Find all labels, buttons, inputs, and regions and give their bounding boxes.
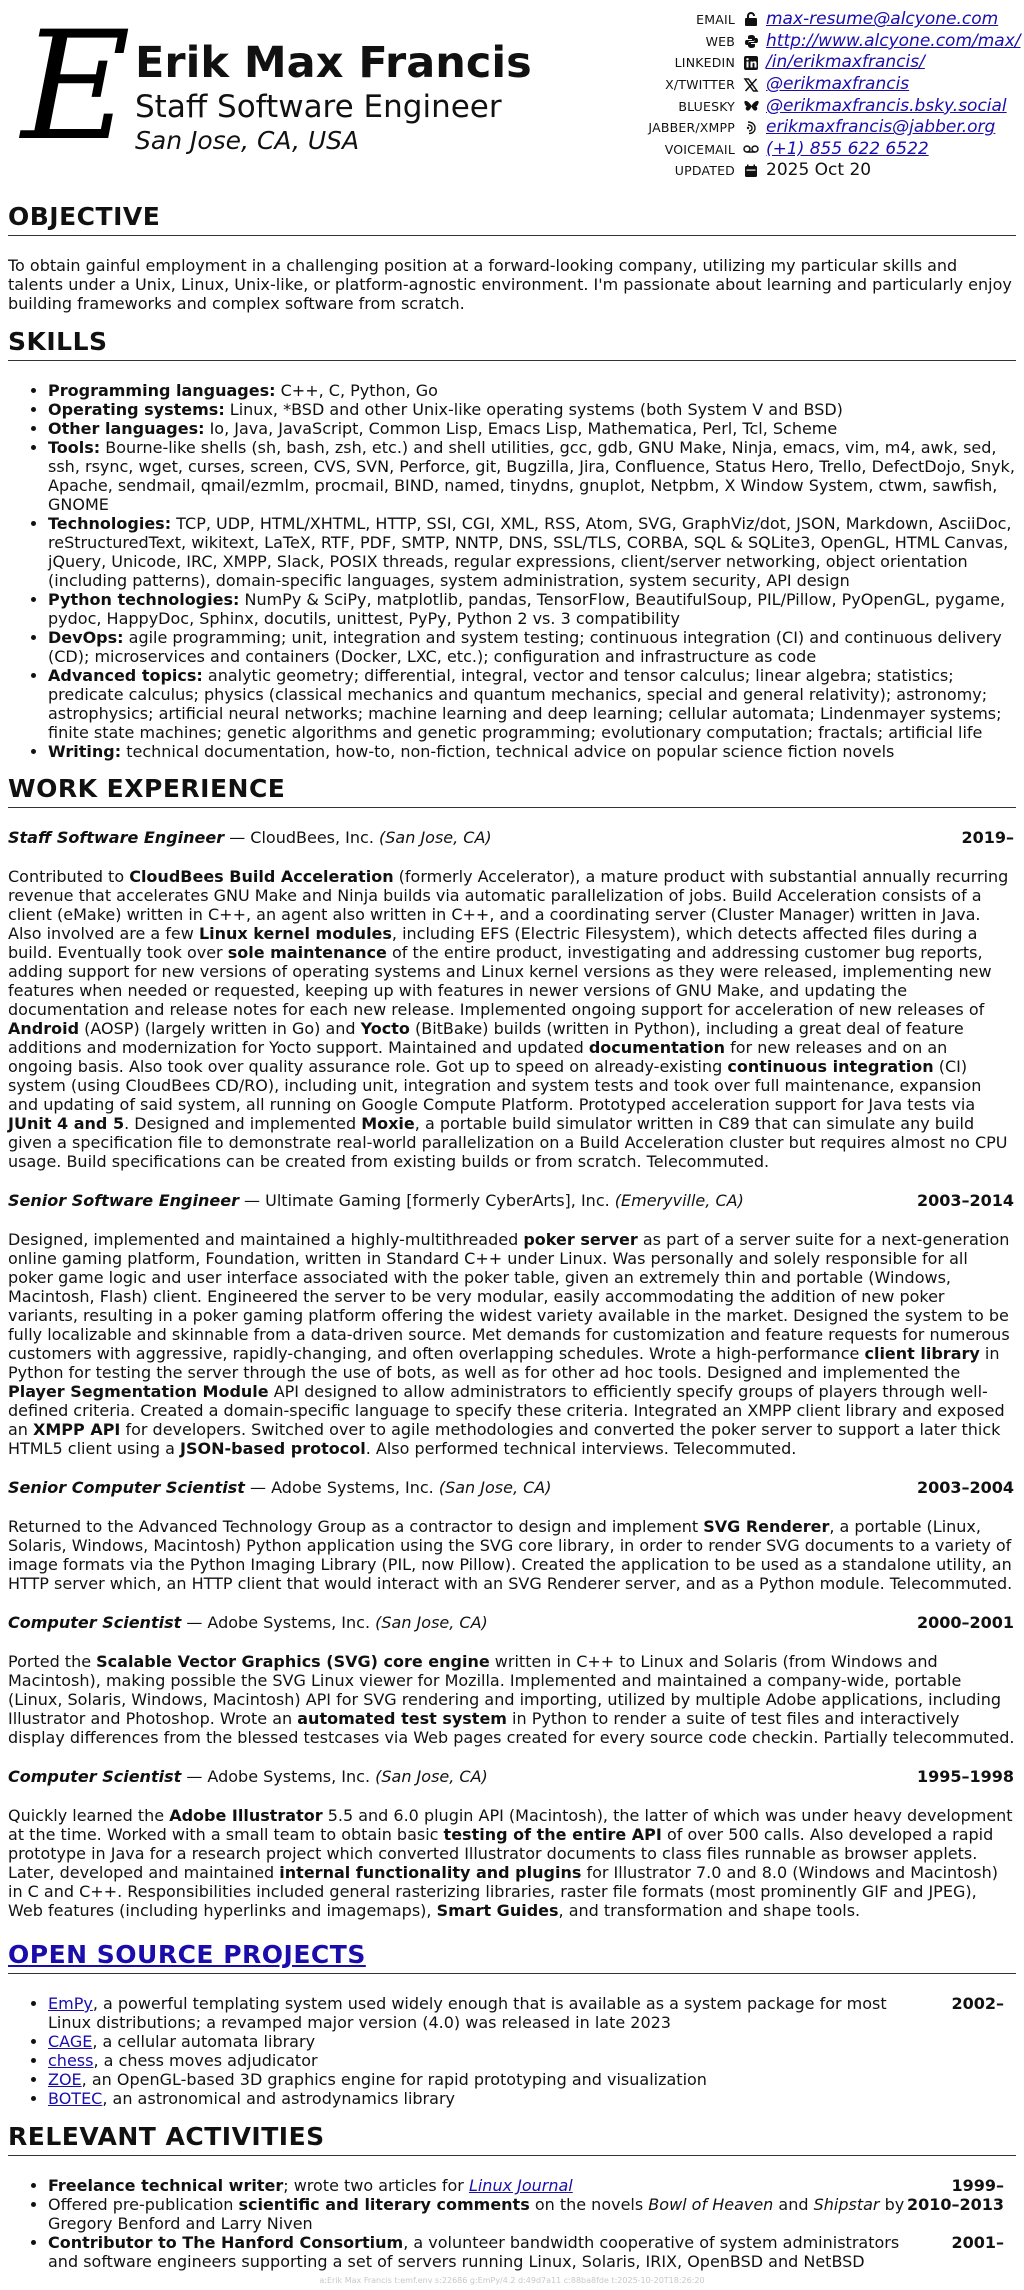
bold-text: Linux kernel modules <box>198 924 392 943</box>
skill-item <box>48 381 1016 400</box>
open-source-link[interactable]: OPEN SOURCE PROJECTS <box>8 1940 366 1969</box>
job-header <box>8 828 1016 847</box>
project-description: , an astronomical and astrodynamics library <box>102 2089 455 2108</box>
skill-item <box>48 514 1016 590</box>
job-title: Computer Scientist <box>8 1767 182 1786</box>
skill-item <box>48 419 1016 438</box>
linkedin-icon <box>742 55 760 71</box>
contact-label: X/TWITTER <box>665 77 735 93</box>
job-heading <box>8 1191 744 1210</box>
skill-label: DevOps: <box>48 628 124 647</box>
activity-years: 1999– <box>951 2176 1004 2195</box>
contact-label: UPDATED <box>674 163 735 179</box>
company-name: Adobe Systems, Inc. <box>207 1767 371 1786</box>
contact-row-linkedin <box>514 52 1014 74</box>
skill-text: Io, Java, JavaScript, Common Lisp, Emacs Lisp, Mathematica, Perl, Tcl, Scheme <box>204 419 838 438</box>
section-title-work: WORK EXPERIENCE <box>8 774 1016 808</box>
company-name: CloudBees, Inc. <box>250 828 374 847</box>
activities-section <box>0 2122 1024 2271</box>
objective-text: To obtain gainful employment in a challenging position at a forward-looking company, utilizing my particular skills and talents under a Unix, Linux, Unix-like, or platform-agnostic environment. I'm passionate about learning and particularly enjoy building frameworks and complex software from scratch. <box>8 256 1012 313</box>
jabber-icon <box>742 120 760 136</box>
open-source-section <box>0 1940 1024 2108</box>
project-item <box>48 2089 1016 2108</box>
job-location: (Emeryville, CA) <box>614 1191 744 1210</box>
contact-row-jabber-xmpp <box>514 117 1014 139</box>
svg-text:E: E <box>21 0 131 174</box>
job-location: (San Jose, CA) <box>379 828 492 847</box>
contact-link[interactable]: http://www.alcyone.com/max/ <box>766 30 1021 51</box>
job-years: 2003–2004 <box>916 1478 1014 1497</box>
text-run: , a portable (Linux, Solaris, Windows, Macintosh) Python application using the SVG core library, in order to render SVG documents to a variety of image formats via the Python Imaging Library (PIL, now Pillow). Created the application to be used as a standalone utility, an HTTP server which, an HTTP client that would interact with an SVG Renderer server, and as a Python module. Telecommuted. <box>8 1517 1013 1593</box>
activities-list <box>8 2176 1016 2271</box>
contact-link[interactable]: @erikmaxfrancis <box>766 74 910 95</box>
jobs-list <box>8 828 1016 1920</box>
contact-label: LINKEDIN <box>674 55 735 71</box>
text-run: 5.5 and 6.0 plugin API (Macintosh), the latter of which was under heavy development at the time. Worked with a small team to obtain basic <box>8 1806 1013 1844</box>
lock-icon <box>742 12 760 28</box>
x-icon <box>742 77 760 93</box>
text-run: Returned to the Advanced Technology Group as a contractor to design and implement <box>8 1517 704 1536</box>
project-description: , a powerful templating system used widely enough that is available as a system package for most Linux distributions; a revamped major version (4.0) was released in late 2023 <box>48 1994 887 2032</box>
text-run: , including EFS (Electric Filesystem), which detects affected files during a build. Eventually took over <box>8 924 978 962</box>
butterfly-icon <box>742 98 760 114</box>
skill-item <box>48 400 1016 419</box>
text-run: Contributed to <box>8 867 130 886</box>
job-description <box>8 1652 1016 1747</box>
contact-row-x-twitter <box>514 74 1014 96</box>
company-name: Adobe Systems, Inc. <box>271 1478 434 1497</box>
monogram-logo <box>21 0 131 174</box>
contact-list <box>514 9 1021 182</box>
separator: — <box>181 1767 208 1786</box>
project-years: 2002– <box>951 1994 1004 2013</box>
text-run: , a portable build simulator written in C89 that can simulate any build given a specification file to demonstrate real-world parallelization on a Build Acceleration cluster but requires almost no CPU usage. Build specifications can be created from existing builds or from scratch. Telecommuted. <box>8 1114 1008 1171</box>
skill-item <box>48 742 1016 761</box>
bold-text: Freelance technical writer <box>48 2176 284 2195</box>
project-description: , a chess moves adjudicator <box>93 2051 318 2070</box>
separator: — <box>224 828 251 847</box>
contact-row-web <box>514 30 1021 53</box>
section-title-activities: RELEVANT ACTIVITIES <box>8 2122 1016 2156</box>
activity-item <box>48 2233 1016 2271</box>
job-description <box>8 867 1016 1171</box>
job-description <box>8 1230 1016 1458</box>
text-run: Offered pre-publication <box>48 2195 239 2214</box>
bold-text: continuous integration <box>727 1057 934 1076</box>
contact-label: JABBER/XMPP <box>648 120 735 136</box>
contact-link[interactable]: @erikmaxfrancis.bsky.social <box>766 95 1007 116</box>
skill-label: Tools: <box>48 438 101 457</box>
job-header <box>8 1767 1016 1786</box>
bold-text: JUnit 4 and 5 <box>8 1114 125 1133</box>
contact-row-voicemail <box>514 139 1014 161</box>
section-title-open-source[interactable] <box>8 1940 1016 1974</box>
python-icon <box>742 33 760 49</box>
text-run: , and transformation and shape tools. <box>558 1901 861 1920</box>
skill-label: Operating systems: <box>48 400 225 419</box>
skill-item <box>48 590 1016 628</box>
contact-link[interactable]: /in/erikmaxfrancis/ <box>766 52 925 73</box>
bold-text: Android <box>8 1019 80 1038</box>
skill-item <box>48 666 1016 742</box>
contact-value <box>766 53 1014 72</box>
contact-text: 2025 Oct 20 <box>766 160 872 181</box>
text-run: . Also performed technical interviews. Telecommuted. <box>365 1439 797 1458</box>
skill-item <box>48 438 1016 514</box>
italic-text: Bowl of Heaven <box>648 2195 774 2214</box>
bold-text: SVG Renderer <box>703 1517 830 1536</box>
italic-text: Shipstar <box>813 2195 880 2214</box>
bold-text: Adobe Illustrator <box>169 1806 323 1825</box>
project-description: , a cellular automata library <box>92 2032 316 2051</box>
company-name: Ultimate Gaming [formerly CyberArts], Inc. <box>265 1191 610 1210</box>
project-link-zoe[interactable]: ZOE <box>48 2070 82 2089</box>
text-run: (CI) system (using CloudBees CD/RO), including unit, integration and system tests and took over full maintenance, expansion and updating of said system, all running on Google Compute Platform. Prototyped acceleration support for Java tests via <box>8 1057 982 1114</box>
separator: — <box>244 1478 272 1497</box>
job-title: Staff Software Engineer <box>135 89 502 125</box>
project-item <box>48 2032 1016 2051</box>
text-run: as part of a server suite for a next-generation online gaming platform, Foundation, written in Standard C++ under Linux. Was personally and solely responsible for all poker game logic and user interface associated with the poker table, given an extremely thin and portable (Windows, Macintosh, Flash) client. Engineered the server to be very modular, easily accommodating the addition of new poker variants, resulting in a poker gaming platform offering the widest variety available in the market. Designed the system to be fully localizable and skinnable from a data-driven source. Met demands for customization and feature requests for numerous customers with aggressive, rapidly-changing, and often overlapping schedules. Wrote a high-performance <box>8 1230 1010 1363</box>
skill-text: agile programming; unit, integration and system testing; continuous integration (CI) and continuous delivery (CD); microservices and containers (Docker, LXC, etc.); configuration and infrastructure as code <box>48 628 1002 666</box>
skill-label: Advanced topics: <box>48 666 203 685</box>
company-name: Adobe Systems, Inc. <box>207 1613 371 1632</box>
job-title: Senior Software Engineer <box>8 1191 239 1210</box>
job-location: (San Jose, CA) <box>375 1613 488 1632</box>
contact-row-bluesky <box>514 95 1014 117</box>
skill-text: TCP, UDP, HTML/XHTML, HTTP, SSI, CGI, XML, RSS, Atom, SVG, GraphViz/dot, JSON, Markdown, AsciiDoc, reStructuredText, wikitext, LaTeX, RTF, PDF, SMTP, NNTP, DNS, SSL/TLS, CORBA, SQL & SQLite3, OpenGL, HTML Canvas, jQuery, Unicode, IRC, XMPP, Slack, POSIX threads, regular expressions, client/server networking, object orientation (including patterns), domain-specific languages, system administration, system security, API design <box>48 514 1012 590</box>
separator: — <box>238 1191 266 1210</box>
contact-link[interactable]: erikmaxfrancis@jabber.org <box>766 117 996 138</box>
contact-value <box>766 118 1014 137</box>
bold-text: client library <box>864 1344 980 1363</box>
skill-label: Python technologies: <box>48 590 240 609</box>
job-header <box>8 1191 1016 1210</box>
identity-block <box>135 38 532 156</box>
contact-link[interactable]: max-resume@alcyone.com <box>766 9 999 30</box>
job-header <box>8 1613 1016 1632</box>
resume-header <box>0 0 1024 190</box>
text-run: in Python to render a suite of test files and interactively display differences from the blessed testcases via Web pages created for every source code checkin. Partially telecommuted. <box>8 1709 1015 1747</box>
job-title: Staff Software Engineer <box>8 828 225 847</box>
job-heading <box>8 1613 488 1632</box>
project-link-cage[interactable]: CAGE <box>48 2032 93 2051</box>
activity-years: 2010–2013 <box>906 2195 1004 2214</box>
skill-text: Bourne-like shells (sh, bash, zsh, etc.) and shell utilities, gcc, gdb, GNU Make, Ninja, emacs, vim, m4, awk, sed, ssh, rsync, wget, curses, screen, CVS, SVN, Perforce, git, Bugzilla, Jira, Confluence, Status Hero, Trello, DefectDojo, Snyk, Apache, sendmail, qmail/ezmlm, procmail, BIND, named, tinydns, gnuplot, Netpbm, X Window System, ctwm, sawfish, GNOME <box>48 438 1015 514</box>
separator: — <box>181 1613 208 1632</box>
project-item <box>48 2051 1016 2070</box>
job-description <box>8 1517 1016 1593</box>
skill-text: analytic geometry; differential, integral, vector and tensor calculus; linear algebra; statistics; predicate calculus; physics (classical mechanics and quantum mechanics, special and general relativity); astronomy; astrophysics; artificial neural networks; machine learning and deep learning; cellular automata; Lindenmayer systems; finite state machines; genetic algorithms and genetic programming; evolutionary computation; fractals; artificial life <box>48 666 1002 742</box>
contact-value <box>766 140 1014 159</box>
job-years: 2000–2001 <box>916 1613 1014 1632</box>
text-run: , a volunteer bandwidth cooperative of system administrators and software engineers supporting a set of servers running Linux, Solaris, IRIX, OpenBSD and NetBSD <box>48 2233 900 2271</box>
skill-label: Writing: <box>48 742 122 761</box>
work-section <box>0 774 1024 1920</box>
contact-label: WEB <box>705 33 735 49</box>
bold-text: Moxie <box>361 1114 415 1133</box>
voicemail-icon <box>742 141 760 157</box>
job-title: Senior Computer Scientist <box>8 1478 245 1497</box>
bold-text: Player Segmentation Module <box>8 1382 269 1401</box>
person-name: Erik Max Francis <box>135 38 532 88</box>
text-run: on the novels <box>529 2195 649 2214</box>
activity-years: 2001– <box>951 2233 1004 2252</box>
bold-text: Smart Guides <box>436 1901 559 1920</box>
bold-text: XMPP API <box>33 1420 121 1439</box>
bold-text: Yocto <box>360 1019 410 1038</box>
job-title: Computer Scientist <box>8 1613 182 1632</box>
job-years: 2019– <box>961 828 1014 847</box>
contact-row-updated <box>514 160 1014 182</box>
project-link-botec[interactable]: BOTEC <box>48 2089 103 2108</box>
skill-text: NumPy & SciPy, matplotlib, pandas, TensorFlow, BeautifulSoup, PIL/Pillow, PyOpenGL, pygame, pydoc, HappyDoc, Sphinx, docutils, unittest, PyPy, Python 2 vs. 3 compatibility <box>48 590 1006 628</box>
skill-label: Other languages: <box>48 419 205 438</box>
text-run: Ported the <box>8 1652 97 1671</box>
activity-item <box>48 2176 1016 2195</box>
bold-text: scientific and literary comments <box>238 2195 530 2214</box>
text-run: for Illustrator 7.0 and 8.0 (Windows and Macintosh) in C and C++. Responsibilities included general rasterizing libraries, raster file formats (most prominently GIF and JPEG), Web features (including hyperlinks and imagemaps), <box>8 1863 998 1920</box>
text-run: API designed to allow administrators to efficiently specify groups of players through well-defined criteria. Created a domain-specific language to specify these criteria. Integrated an XMPP client library and exposed an <box>8 1382 1005 1439</box>
project-description: , an OpenGL-based 3D graphics engine for rapid prototyping and visualization <box>81 2070 707 2089</box>
text-run: Quickly learned the <box>8 1806 170 1825</box>
text-run: for developers. Switched over to agile methodologies and converted the poker server to support a later thick HTML5 client using a <box>8 1420 1001 1458</box>
job-heading <box>8 1478 551 1497</box>
contact-value <box>766 161 1014 180</box>
text-run: for new releases and on an ongoing basis. Also took over quality assurance role. Got up to speed on already-existing <box>8 1038 948 1076</box>
bold-text: automated test system <box>297 1709 507 1728</box>
build-footer: a:Erik Max Francis t:emf.env s:22686 g:EmPy/4.2 d:49d7a11 c:88ba8fde t:2025-10-20T18:26:20 <box>319 2276 705 2285</box>
calendar-icon <box>742 163 760 179</box>
section-title-skills: SKILLS <box>8 327 1016 361</box>
bold-text: testing of the entire API <box>443 1825 662 1844</box>
contact-value <box>766 97 1014 116</box>
contact-label: BLUESKY <box>678 98 735 114</box>
skills-list <box>8 381 1016 761</box>
skill-label: Technologies: <box>48 514 172 533</box>
contact-value <box>766 10 1014 29</box>
contact-row-email <box>514 9 1014 31</box>
text-run: (BitBake) builds (written in Python), including a great deal of feature additions and modernization for Yocto support. Maintained and updated <box>8 1019 964 1057</box>
contact-value <box>766 75 1014 94</box>
job-location: (San Jose, CA) <box>375 1767 488 1786</box>
location: San Jose, CA, USA <box>135 126 360 155</box>
text-run: . Designed and implemented <box>124 1114 362 1133</box>
text-run: of over 500 calls. Also developed a rapid prototype in Java for a research project which converted Illustrator documents to class files runnable as browser applets. Later, developed and maintained <box>8 1825 994 1882</box>
skill-text: C++, C, Python, Go <box>275 381 438 400</box>
inline-link[interactable]: Linux Journal <box>468 2176 573 2195</box>
bold-text: Scalable Vector Graphics (SVG) core engine <box>96 1652 490 1671</box>
job-years: 2003–2014 <box>916 1191 1014 1210</box>
job-heading <box>8 828 492 847</box>
skill-label: Programming languages: <box>48 381 276 400</box>
text-run: and <box>773 2195 814 2214</box>
text-run: of the entire product, investigating and addressing customer bug reports, adding support for new versions of operating systems and Linux kernel versions as they were released, implementing new features when needed or requested, keeping up with features in newer versions of GNU Make, and updating the documentation and release notes for each new release. Implemented ongoing support for acceleration of new releases of <box>8 943 992 1019</box>
text-run: written in C++ to Linux and Solaris (from Windows and Macintosh), making possible the SVG Linux viewer for Mozilla. Implemented and maintained a company-wide, portable (Linux, Solaris, Windows, Macintosh) API for SVG rendering and importing, utilized by multiple Adobe applications, including Illustrator and Photoshop. Wrote an <box>8 1652 1002 1728</box>
text-run: ; wrote two articles for <box>283 2176 469 2195</box>
job-description <box>8 1806 1016 1920</box>
text-run: in Python for testing the server through the use of bots, as well as for other ad hoc tools. Designed and implemented the <box>8 1344 1000 1382</box>
projects-list <box>8 1994 1016 2108</box>
activity-item <box>48 2195 1016 2233</box>
text-run: by Gregory Benford and Larry Niven <box>48 2195 905 2233</box>
bold-text: internal functionality and plugins <box>279 1863 582 1882</box>
skill-text: Linux, *BSD and other Unix-like operating systems (both System V and BSD) <box>224 400 843 419</box>
text-run: (AOSP) (largely written in Go) and <box>79 1019 361 1038</box>
skill-text: technical documentation, how-to, non-fiction, technical advice on popular science fiction novels <box>121 742 895 761</box>
contact-label: EMAIL <box>696 12 735 28</box>
bold-text: sole maintenance <box>227 943 387 962</box>
contact-link[interactable]: (+1) 855 622 6522 <box>766 138 929 159</box>
text-run: Designed, implemented and maintained a highly-multithreaded <box>8 1230 524 1249</box>
job-location: (San Jose, CA) <box>438 1478 552 1497</box>
bold-text: poker server <box>523 1230 638 1249</box>
bold-text: CloudBees Build Acceleration <box>129 867 394 886</box>
job-heading <box>8 1767 488 1786</box>
project-item <box>48 2070 1016 2089</box>
text-run: (formerly Accelerator), a mature product with substantial annually recurring revenue that accelerates GNU Make and Ninja builds via automatic parallelization of jobs. Build Acceleration consists of a client (eMake) written in C++, an agent also written in C++, and a coordinating server (Cluster Manager) written in Java. Also involved are a few <box>8 867 1009 943</box>
project-link-empy[interactable]: EmPy <box>48 1994 93 2013</box>
skills-section <box>0 327 1024 761</box>
project-link-chess[interactable]: chess <box>48 2051 94 2070</box>
job-header <box>8 1478 1016 1497</box>
job-years: 1995–1998 <box>916 1767 1014 1786</box>
skill-item <box>48 628 1016 666</box>
bold-text: JSON-based protocol <box>180 1439 366 1458</box>
objective-section <box>0 202 1024 313</box>
bold-text: documentation <box>588 1038 726 1057</box>
bold-text: Contributor to The Hanford Consortium <box>48 2233 404 2252</box>
contact-value <box>766 30 1021 51</box>
project-item <box>48 1994 1016 2032</box>
section-title-objective: OBJECTIVE <box>8 202 1016 236</box>
contact-label: VOICEMAIL <box>664 141 735 157</box>
